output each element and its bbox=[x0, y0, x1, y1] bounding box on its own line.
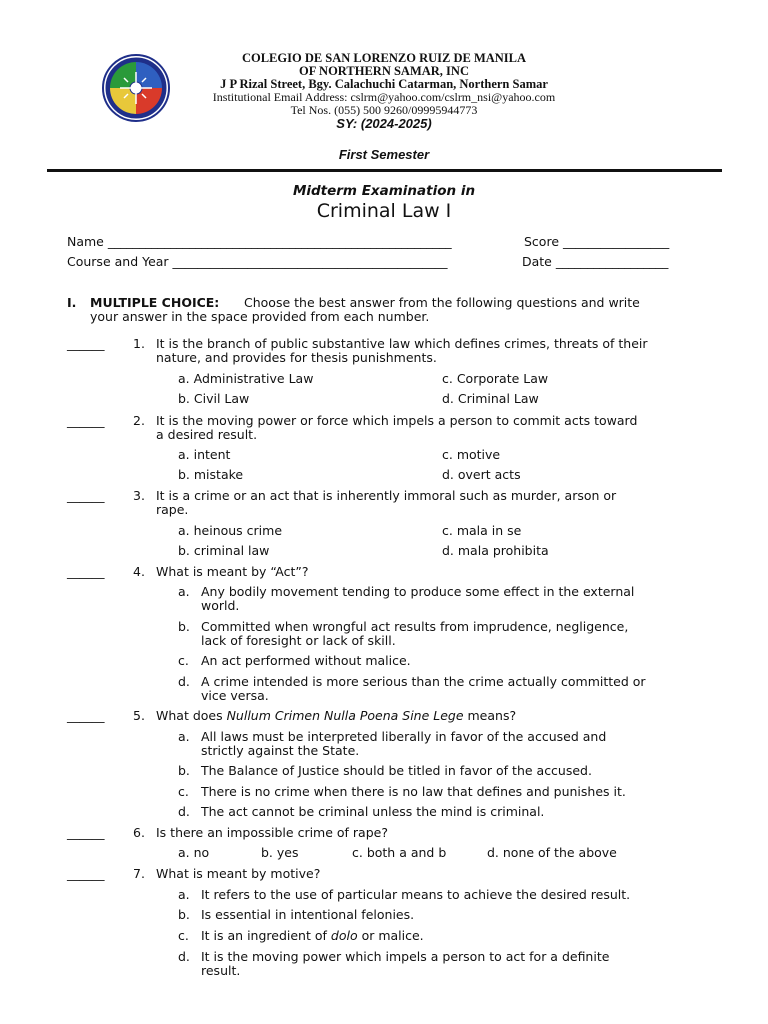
section-instructions-line1: Choose the best answer from the following questions and write bbox=[244, 295, 640, 310]
question-text-1-line2: nature, and provides for thesis punishments. bbox=[156, 350, 437, 365]
question-number-5: 5. bbox=[133, 708, 145, 723]
exam-title: Midterm Examination in bbox=[292, 183, 476, 199]
school-name: COLEGIO DE SAN LORENZO RUIZ DE MANILA bbox=[241, 51, 527, 65]
question-number-6: 6. bbox=[133, 825, 145, 840]
q7-option-c-letter: c. bbox=[178, 928, 189, 943]
question-text-5-latin-maxim: Nullum Crimen Nulla Poena Sine Lege bbox=[226, 708, 464, 723]
q6-option-b: b. yes bbox=[261, 845, 299, 860]
header-divider bbox=[47, 169, 722, 172]
q7-option-d-line2: result. bbox=[201, 963, 241, 978]
q4-option-a-letter: a. bbox=[178, 584, 190, 599]
school-email: Institutional Email Address: cslrm@yahoo.com/cslrm_nsi@yahoo.com bbox=[212, 90, 556, 104]
answer-blank-2[interactable]: ______ bbox=[67, 413, 105, 428]
q7-option-a-letter: a. bbox=[178, 887, 190, 902]
question-text-5-after: means? bbox=[463, 708, 517, 723]
q1-option-a: a. Administrative Law bbox=[178, 371, 314, 386]
exam-subject: Criminal Law I bbox=[316, 200, 452, 222]
q3-option-b: b. criminal law bbox=[178, 543, 270, 558]
q1-option-b: b. Civil Law bbox=[178, 391, 250, 406]
answer-blank-4[interactable]: ______ bbox=[67, 564, 105, 579]
q4-option-a-line2: world. bbox=[201, 598, 240, 613]
q6-option-d: d. none of the above bbox=[487, 845, 617, 860]
q7-option-b-line1: Is essential in intentional felonies. bbox=[201, 907, 415, 922]
q6-option-a: a. no bbox=[178, 845, 210, 860]
q7-option-d-line1: It is the moving power which impels a person to act for a definite bbox=[201, 949, 610, 964]
q3-option-a: a. heinous crime bbox=[178, 523, 283, 538]
answer-blank-6[interactable]: ______ bbox=[67, 825, 105, 840]
section-number: I. bbox=[67, 295, 77, 310]
question-number-7: 7. bbox=[133, 866, 145, 881]
section-instructions-line2: your answer in the space provided from each number. bbox=[90, 309, 430, 324]
q7-option-c-after: or malice. bbox=[357, 928, 424, 943]
date-field[interactable]: Date __________________ bbox=[522, 254, 669, 269]
q5-option-b-line1: The Balance of Justice should be titled in favor of the accused. bbox=[201, 763, 592, 778]
question-text-5-before: What does bbox=[156, 708, 227, 723]
q4-option-a-line1: Any bodily movement tending to produce some effect in the external bbox=[201, 584, 635, 599]
q4-option-d-line2: vice versa. bbox=[201, 688, 269, 703]
q2-option-b: b. mistake bbox=[178, 467, 244, 482]
school-tel: Tel Nos. (055) 500 9260/09995944773 bbox=[290, 103, 478, 117]
school-address: J P Rizal Street, Bgy. Calachuchi Catarman, Northern Samar bbox=[220, 77, 548, 91]
question-text-3-line2: rape. bbox=[156, 502, 189, 517]
q7-option-a-line1: It refers to the use of particular means to achieve the desired result. bbox=[201, 887, 631, 902]
q3-option-c: c. mala in se bbox=[442, 523, 522, 538]
question-text-1-line1: It is the branch of public substantive law which defines crimes, threats of their bbox=[156, 336, 648, 351]
school-branch: OF NORTHERN SAMAR, INC bbox=[299, 64, 469, 78]
q1-option-c: c. Corporate Law bbox=[442, 371, 549, 386]
q4-option-d-letter: d. bbox=[178, 674, 190, 689]
semester: First Semester bbox=[338, 147, 430, 162]
q2-option-a: a. intent bbox=[178, 447, 231, 462]
q5-option-d-line1: The act cannot be criminal unless the mind is criminal. bbox=[201, 804, 545, 819]
answer-blank-3[interactable]: ______ bbox=[67, 488, 105, 503]
answer-blank-7[interactable]: ______ bbox=[67, 866, 105, 881]
question-text-6: Is there an impossible crime of rape? bbox=[156, 825, 388, 840]
question-number-2: 2. bbox=[133, 413, 145, 428]
answer-blank-5[interactable]: ______ bbox=[67, 708, 105, 723]
q5-option-b-letter: b. bbox=[178, 763, 190, 778]
q7-option-d-letter: d. bbox=[178, 949, 190, 964]
course-year-field[interactable]: Course and Year ____________________________________________ bbox=[67, 254, 448, 269]
q7-option-c-italic: dolo bbox=[330, 928, 358, 943]
name-field[interactable]: Name _______________________________________________________ bbox=[67, 234, 452, 249]
question-text-2-line1: It is the moving power or force which impels a person to commit acts toward bbox=[156, 413, 638, 428]
q6-option-c: c. both a and b bbox=[352, 845, 447, 860]
q4-option-d-line1: A crime intended is more serious than the crime actually committed or bbox=[201, 674, 646, 689]
question-text-5 bbox=[156, 709, 516, 723]
q5-option-a-letter: a. bbox=[178, 729, 190, 744]
question-text-4: What is meant by “Act”? bbox=[156, 564, 309, 579]
question-text-3-line1: It is a crime or an act that is inherently immoral such as murder, arson or bbox=[156, 488, 617, 503]
question-number-4: 4. bbox=[133, 564, 145, 579]
question-number-1: 1. bbox=[133, 336, 145, 351]
school-year: SY: (2024-2025) bbox=[336, 116, 432, 131]
q3-option-d: d. mala prohibita bbox=[442, 543, 549, 558]
question-number-3: 3. bbox=[133, 488, 145, 503]
question-text-7: What is meant by motive? bbox=[156, 866, 321, 881]
section-label: MULTIPLE CHOICE: bbox=[90, 295, 220, 310]
q4-option-c-line1: An act performed without malice. bbox=[201, 653, 411, 668]
score-field[interactable]: Score _________________ bbox=[524, 234, 670, 249]
q5-option-c-line1: There is no crime when there is no law that defines and punishes it. bbox=[201, 784, 626, 799]
q7-option-c-before: It is an ingredient of bbox=[201, 928, 331, 943]
q1-option-d: d. Criminal Law bbox=[442, 391, 539, 406]
q4-option-b-letter: b. bbox=[178, 619, 190, 634]
q5-option-a-line1: All laws must be interpreted liberally in favor of the accused and bbox=[201, 729, 607, 744]
q5-option-a-line2: strictly against the State. bbox=[201, 743, 360, 758]
answer-blank-1[interactable]: ______ bbox=[67, 336, 105, 351]
q5-option-d-letter: d. bbox=[178, 804, 190, 819]
q4-option-b-line1: Committed when wrongful act results from imprudence, negligence, bbox=[201, 619, 629, 634]
q7-option-b-letter: b. bbox=[178, 907, 190, 922]
q2-option-c: c. motive bbox=[442, 447, 501, 462]
q7-option-c-text bbox=[201, 929, 424, 943]
q5-option-c-letter: c. bbox=[178, 784, 189, 799]
question-text-2-line2: a desired result. bbox=[156, 427, 258, 442]
q4-option-c-letter: c. bbox=[178, 653, 189, 668]
q4-option-b-line2: lack of foresight or lack of skill. bbox=[201, 633, 396, 648]
q2-option-d: d. overt acts bbox=[442, 467, 521, 482]
